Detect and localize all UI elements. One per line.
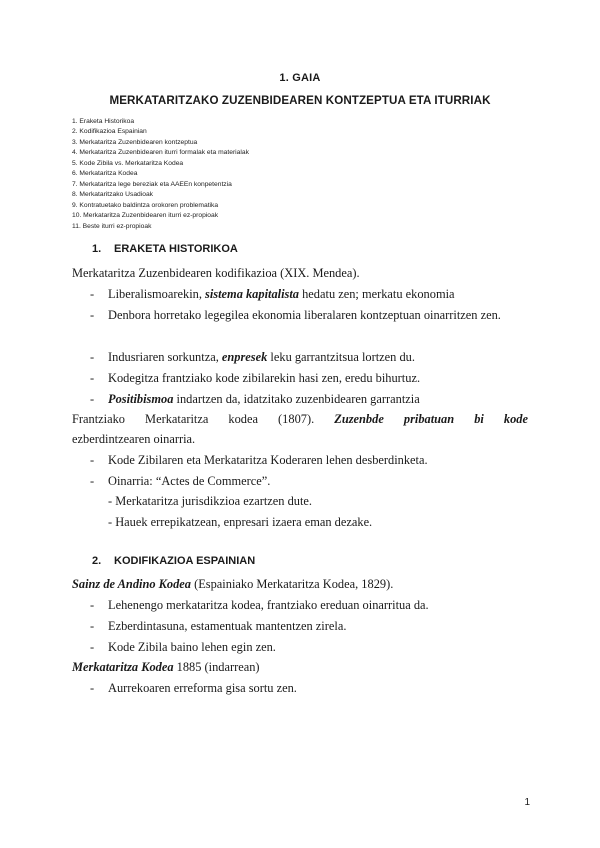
paragraph: ezberdintzearen oinarria.: [72, 432, 196, 446]
list-item: [90, 368, 528, 389]
table-of-contents: [72, 117, 532, 232]
text: Aurrekoaren erreforma gisa sortu zen.: [108, 681, 297, 695]
emphasis: enpresek: [221, 350, 268, 364]
list-item: [90, 616, 528, 637]
toc-item: 6. Merkataritza Kodea: [72, 170, 138, 178]
toc-item: 2. Kodifikazioa Espainian: [72, 128, 147, 136]
sub-item: - Hauek errepikatzean, enpresari izaera eman dezake.: [108, 515, 373, 529]
emphasis: sistema kapitalista: [205, 287, 300, 301]
text: Kodegitza frantziako kode zibilarekin hasi zen, eredu bihurtuz.: [108, 371, 421, 385]
list-item: [90, 305, 528, 326]
bullet-dash: -: [90, 453, 95, 467]
section-heading: [92, 555, 255, 567]
document-title: MERKATARITZAKO ZUZENBIDEAREN KONTZEPTUA ETA ITURRIAK: [109, 94, 491, 107]
text: Lehenengo merkataritza kodea, frantziako ereduan oinarritua da.: [108, 598, 429, 612]
toc-item: 9. Kontratuetako baldintza orokoren problematika: [72, 201, 219, 209]
emphasis: Sainz de Andino Kodea: [72, 577, 191, 591]
text: (Espainiako Merkataritza Kodea, 1829).: [191, 577, 394, 591]
toc-item: 11. Beste iturri ez-propioak: [72, 222, 152, 230]
text: Oinarria: “Actes de Commerce”.: [108, 474, 271, 488]
bullet-dash: -: [90, 350, 95, 364]
text: Kode Zibila baino lehen egin zen.: [108, 640, 276, 654]
bullet-dash: -: [90, 598, 95, 612]
section-heading: [92, 243, 238, 255]
list-item: [90, 678, 528, 699]
paragraph: Merkataritza Zuzenbidearen kodifikazioa (XIX. Mendea).: [72, 266, 360, 280]
bullet-dash: -: [90, 392, 95, 406]
text: Frantziako Merkataritza kodea (1807).: [72, 412, 335, 426]
list-item: [90, 471, 528, 492]
toc-item: 7. Merkataritza lege bereziak eta AAEEn konpetentzia: [72, 180, 232, 188]
toc-item: 1. Eraketa Historikoa: [72, 118, 135, 125]
toc-item: 10. Merkataritza Zuzenbidearen iturri ez-propioak: [72, 212, 219, 220]
text: Indusriaren sorkuntza,: [108, 350, 222, 364]
text: indartzen da, idatzitako zuzenbidearen garrantzia: [173, 392, 420, 406]
toc-item: 4. Merkataritza Zuzenbidearen iturri formalak eta materialak: [72, 149, 249, 157]
sub-item: - Merkataritza jurisdikzioa ezartzen dute.: [108, 494, 312, 508]
bullet-dash: -: [90, 308, 95, 322]
bullet-dash: -: [90, 474, 95, 488]
section-title: KODIFIKAZIOA ESPAINIAN: [114, 555, 256, 567]
text: Ezberdintasuna, estamentuak mantentzen zirela.: [108, 619, 347, 633]
text: Liberalismoarekin,: [108, 287, 206, 301]
list-item: [90, 284, 528, 305]
text: leku garrantzitsua lortzen du.: [267, 350, 415, 364]
list-item: [90, 595, 528, 616]
bullet-dash: -: [90, 287, 95, 301]
page-number: 1: [524, 797, 530, 808]
bullet-dash: -: [90, 371, 95, 385]
text: Kode Zibilaren eta Merkataritza Koderaren lehen desberdinketa.: [108, 453, 428, 467]
text: 1885 (indarrean): [173, 660, 260, 674]
emphasis: Merkataritza Kodea: [72, 660, 174, 674]
bullet-dash: -: [90, 640, 95, 654]
list-item: [90, 450, 528, 471]
section-number: 2.: [92, 555, 102, 567]
toc-item: 3. Merkataritza Zuzenbidearen kontzeptua: [72, 138, 198, 146]
paragraph: [72, 574, 528, 595]
chapter-label: 1. GAIA: [279, 72, 321, 84]
toc-item: 5. Kode Zibila vs. Merkataritza Kodea: [72, 159, 184, 167]
toc-item: 8. Merkataritzako Usadioak: [72, 191, 154, 199]
emphasis: Zuzenbde pribatuan bi kode: [334, 412, 528, 426]
text: hedatu zen; merkatu ekonomia: [299, 287, 455, 301]
emphasis: Positibismoa: [108, 392, 174, 406]
text: Denbora horretako legegilea ekonomia liberalaren kontzeptuan oinarritzen zen.: [108, 308, 501, 322]
list-item: [90, 389, 528, 410]
bullet-dash: -: [90, 619, 95, 633]
paragraph: [72, 409, 528, 430]
list-item: [90, 347, 528, 368]
section-title: ERAKETA HISTORIKOA: [114, 243, 238, 255]
list-item: [90, 637, 528, 658]
paragraph: [72, 657, 528, 678]
bullet-dash: -: [90, 681, 95, 695]
section-number: 1.: [92, 243, 102, 255]
